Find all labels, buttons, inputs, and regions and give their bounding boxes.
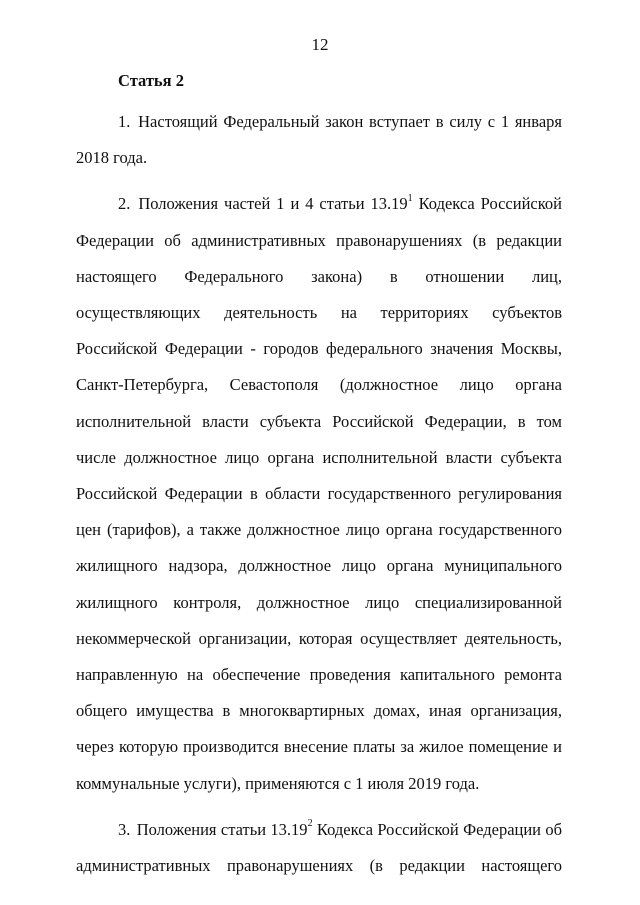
paragraph-2-number: 2. [118,194,131,214]
paragraph-2-text-before: Положения частей 1 и 4 статьи 13.19 [138,194,408,214]
paragraph-2 [76,186,562,801]
paragraph-3-text-after: Кодекса Российской Федерации об административных правонарушениях (в редакции настоящего [76,819,563,876]
document-body [76,68,562,884]
page-number: 12 [311,35,329,54]
paragraph-2-superscript: 1 [407,192,413,204]
paragraph-1-number: 1. [118,112,131,131]
paragraph-1-text: Настоящий Федеральный закон вступает в силу с 1 января 2018 года. [76,112,562,168]
article-heading: Статья 2 [118,71,184,90]
paragraph-3-number: 3. [118,819,131,839]
paragraph-3-text-before: Положения статьи 13.19 [136,819,308,839]
paragraph-1 [76,104,562,176]
paragraph-3 [76,812,562,884]
paragraph-3-superscript: 2 [307,818,313,830]
paragraph-2-text-after: Кодекса Российской Федерации об административных правонарушениях (в редакции настоящего Федерального закона) в отношении лиц, осуществляющих деятельность на территориях субъектов Российской Федерации - городов федерального значения Москвы, Санкт-Петербурга, Севастополя (должностное лицо органа исполнительной власти субъекта Российской Федерации, в том числе должностное лицо органа исполнительной власти субъекта Российской Федерации в области государственного регулирования цен (тарифов), а также должностное лицо органа государственного жилищного надзора, должностное лицо органа муниципального жилищного контроля, должностное лицо специализированной некоммерческой организации, которая осуществляет деятельность, направленную на обеспечение проведения капитального ремонта общего имущества в многоквартирных домах, иная организация, через которую производится внесение платы за жилое помещение и коммунальные услуги), применяются с 1 июля 2019 года. [76,194,562,793]
